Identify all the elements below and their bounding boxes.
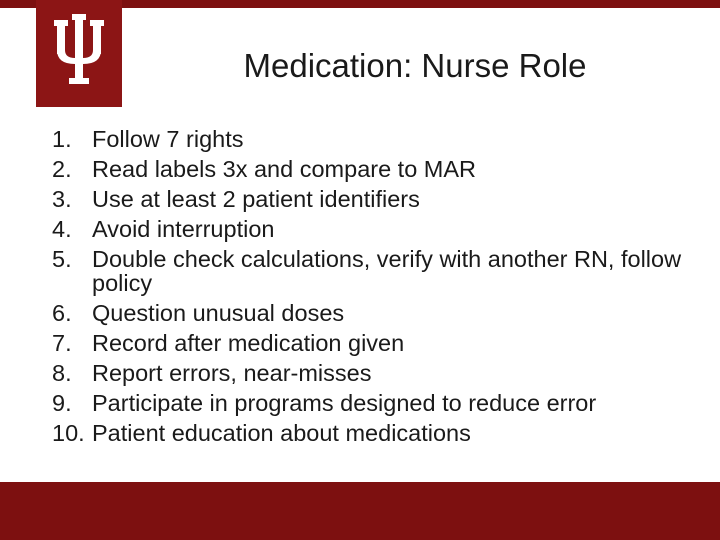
list-text: Participate in programs designed to reduce error bbox=[92, 390, 597, 416]
list-text: Follow 7 rights bbox=[92, 126, 244, 152]
list-number: 10. bbox=[52, 420, 85, 446]
list-text: Patient education about medications bbox=[92, 420, 471, 446]
list-item bbox=[52, 328, 692, 358]
list-number: 4. bbox=[52, 216, 72, 242]
list-number: 9. bbox=[52, 390, 72, 416]
list-text: Record after medication given bbox=[92, 330, 405, 356]
list-item bbox=[52, 358, 692, 388]
list-number: 2. bbox=[52, 156, 72, 182]
list-item bbox=[52, 244, 692, 298]
list-number: 1. bbox=[52, 126, 72, 152]
list-item bbox=[52, 214, 692, 244]
list-item bbox=[52, 124, 692, 154]
bottom-bar bbox=[0, 482, 720, 540]
list-item bbox=[52, 388, 692, 418]
list-item bbox=[52, 154, 692, 184]
list-item bbox=[52, 298, 692, 328]
list-text: Question unusual doses bbox=[92, 300, 345, 326]
list-item bbox=[52, 418, 692, 448]
list-text: Avoid interruption bbox=[92, 216, 275, 242]
trident-logo-icon bbox=[36, 0, 122, 107]
list-text: Double check calculations, verify with another RN, follow policy bbox=[92, 246, 682, 296]
nurse-role-list bbox=[52, 124, 692, 448]
list-number: 8. bbox=[52, 360, 72, 386]
logo bbox=[36, 0, 122, 107]
list-text: Report errors, near-misses bbox=[92, 360, 372, 386]
list-number: 7. bbox=[52, 330, 72, 356]
list-number: 6. bbox=[52, 300, 72, 326]
list-text: Read labels 3x and compare to MAR bbox=[92, 156, 477, 182]
list-item bbox=[52, 184, 692, 214]
list-number: 3. bbox=[52, 186, 72, 212]
list-number: 5. bbox=[52, 246, 72, 272]
list-text: Use at least 2 patient identifiers bbox=[92, 186, 420, 212]
slide-title: Medication: Nurse Role bbox=[243, 47, 587, 84]
